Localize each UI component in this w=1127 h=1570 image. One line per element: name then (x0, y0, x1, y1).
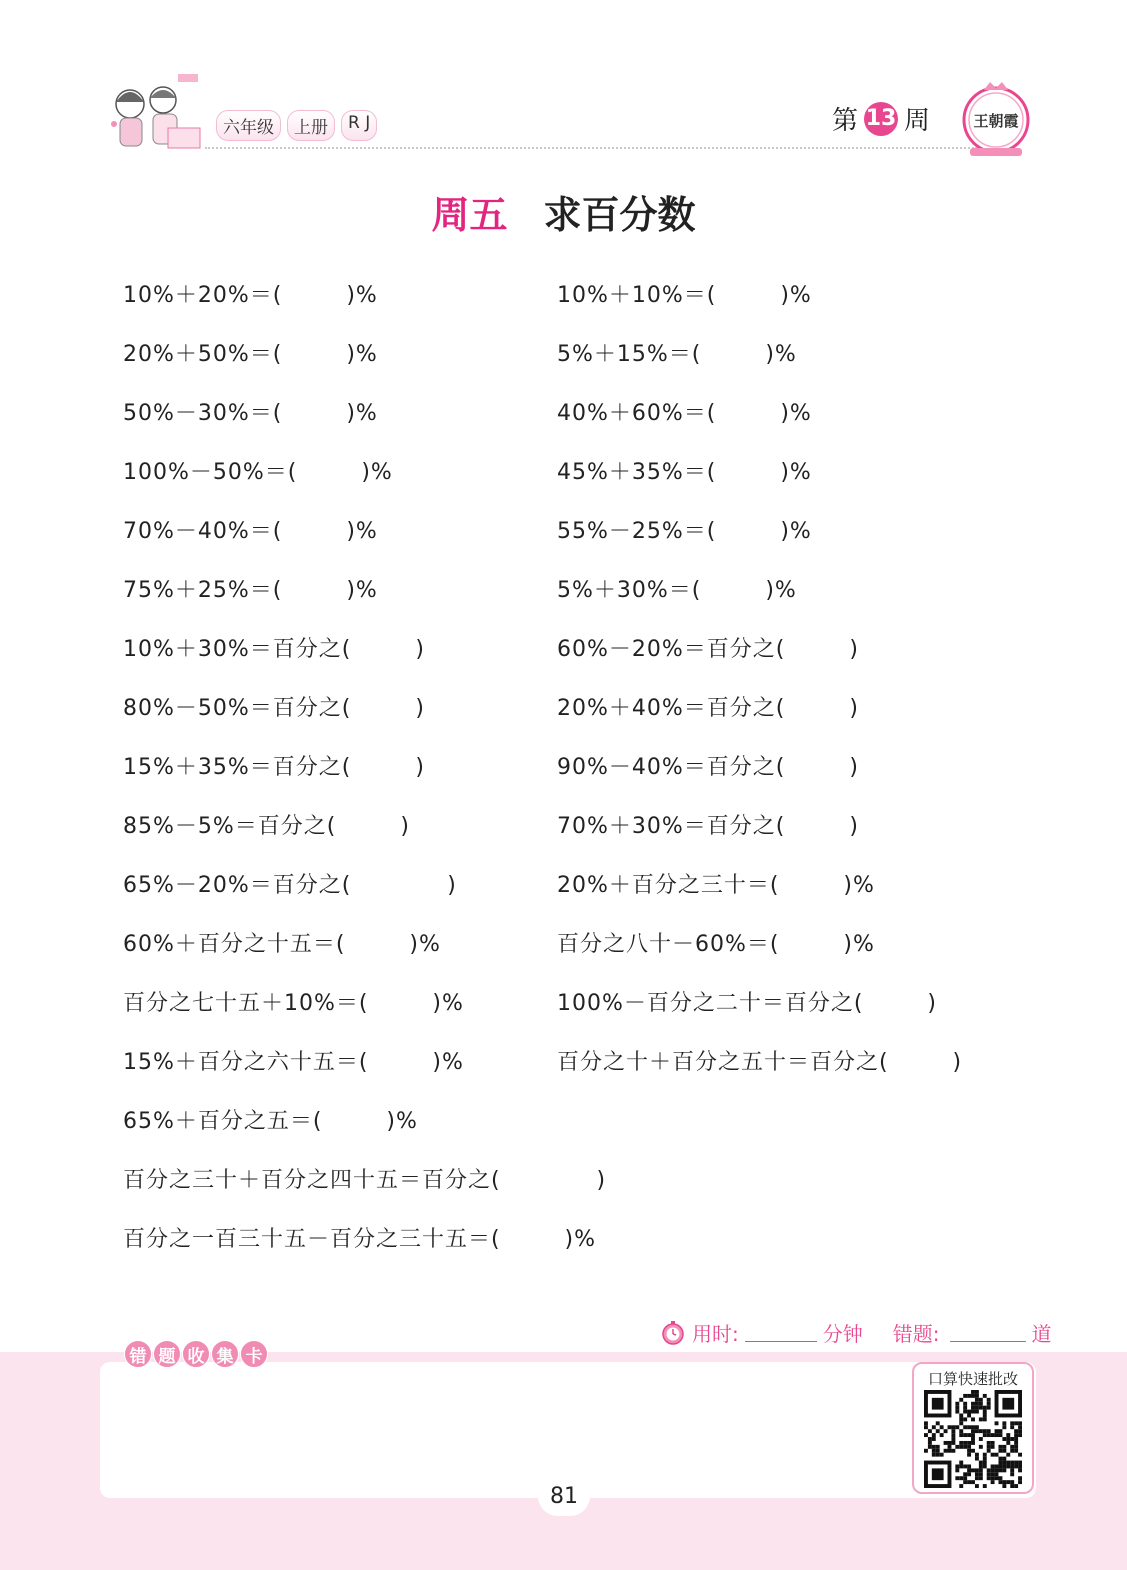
brand-logo-icon (960, 78, 1032, 160)
problem-left[interactable]: 百分之一百三十五－百分之三十五＝( )% (123, 1227, 597, 1252)
errors-label: 错题: (892, 1322, 940, 1346)
errors-unit: 道 (1031, 1322, 1052, 1346)
card-title-char: 错 (124, 1340, 152, 1368)
problem-left[interactable]: 80%－50%＝百分之( ) (123, 696, 425, 721)
problem-row (123, 750, 1023, 809)
problem-row (123, 927, 1023, 986)
card-title-char: 收 (182, 1340, 210, 1368)
grade-tag: 六年级 (216, 110, 281, 141)
problem-right[interactable]: 60%－20%＝百分之( ) (557, 637, 859, 662)
problem-row (123, 278, 1023, 337)
problem-right[interactable]: 20%＋40%＝百分之( ) (557, 696, 859, 721)
problem-row (123, 809, 1023, 868)
volume-tag: 上册 (287, 110, 335, 141)
problem-left[interactable]: 70%－40%＝( )% (123, 519, 378, 544)
time-blank[interactable] (745, 1323, 817, 1342)
problem-row (123, 455, 1023, 514)
problem-left[interactable]: 20%＋50%＝( )% (123, 342, 378, 367)
problem-right[interactable]: 100%－百分之二十＝百分之( ) (557, 991, 938, 1016)
card-title (124, 1340, 268, 1368)
week-suffix: 周 (904, 106, 931, 136)
problem-left[interactable]: 60%＋百分之十五＝( )% (123, 932, 441, 957)
problem-left[interactable]: 百分之七十五＋10%＝( )% (123, 991, 464, 1016)
problem-row (123, 986, 1023, 1045)
problem-left[interactable]: 75%＋25%＝( )% (123, 578, 378, 603)
qr-code-icon[interactable] (924, 1390, 1022, 1488)
title-topic: 求百分数 (543, 193, 696, 237)
problem-left[interactable]: 15%＋百分之六十五＝( )% (123, 1050, 464, 1075)
problem-row (123, 1045, 1023, 1104)
problem-left[interactable]: 50%－30%＝( )% (123, 401, 378, 426)
problem-row (123, 868, 1023, 927)
edition-tag: R J (341, 110, 377, 141)
qr-panel[interactable] (912, 1362, 1034, 1494)
problem-right[interactable]: 90%－40%＝百分之( ) (557, 755, 859, 780)
problem-right[interactable]: 20%＋百分之三十＝( )% (557, 873, 875, 898)
problem-row (123, 573, 1023, 632)
stopwatch-icon (660, 1320, 686, 1346)
problem-right[interactable]: 5%＋15%＝( )% (557, 342, 797, 367)
problem-right[interactable]: 10%＋10%＝( )% (557, 283, 812, 308)
problem-row (123, 691, 1023, 750)
week-indicator (832, 100, 930, 137)
qr-label: 口算快速批改 (927, 1370, 1018, 1388)
week-prefix: 第 (832, 106, 859, 136)
problem-right[interactable]: 百分之八十－60%＝( )% (557, 932, 875, 957)
problem-list (123, 278, 1023, 1281)
problem-left[interactable]: 百分之三十＋百分之四十五＝百分之( ) (123, 1168, 607, 1193)
problem-left[interactable]: 10%＋30%＝百分之( ) (123, 637, 425, 662)
week-number-badge: 13 (864, 102, 898, 136)
problem-right[interactable]: 40%＋60%＝( )% (557, 401, 812, 426)
page-number: 81 (538, 1476, 590, 1516)
problem-row (123, 396, 1023, 455)
problem-row (123, 514, 1023, 573)
problem-row (123, 1222, 1023, 1281)
card-title-char: 集 (211, 1340, 239, 1368)
problem-left[interactable]: 85%－5%＝百分之( ) (123, 814, 410, 839)
problem-right[interactable]: 5%＋30%＝( )% (557, 578, 797, 603)
page-title (0, 184, 1127, 239)
kids-illustration-icon (108, 72, 208, 154)
problem-left[interactable]: 10%＋20%＝( )% (123, 283, 378, 308)
card-title-char: 卡 (240, 1340, 268, 1368)
problem-right[interactable]: 百分之十＋百分之五十＝百分之( ) (557, 1050, 963, 1075)
page-header (0, 0, 1127, 160)
problem-left[interactable]: 100%－50%＝( )% (123, 460, 393, 485)
card-title-char: 题 (153, 1340, 181, 1368)
problem-row (123, 632, 1023, 691)
problem-row (123, 1104, 1023, 1163)
time-label: 用时: (692, 1322, 739, 1346)
problem-right[interactable]: 55%－25%＝( )% (557, 519, 812, 544)
footer-stats (660, 1318, 1052, 1347)
title-day: 周五 (431, 193, 508, 237)
problem-left[interactable]: 65%－20%＝百分之( ) (123, 873, 457, 898)
time-unit: 分钟 (822, 1322, 863, 1346)
problem-row (123, 337, 1023, 396)
header-divider (205, 147, 977, 149)
problem-row (123, 1163, 1023, 1222)
errors-blank[interactable] (950, 1323, 1026, 1342)
logo-text: 王朝霞 (973, 112, 1019, 130)
problem-right[interactable]: 70%＋30%＝百分之( ) (557, 814, 859, 839)
problem-right[interactable]: 45%＋35%＝( )% (557, 460, 812, 485)
problem-left[interactable]: 65%＋百分之五＝( )% (123, 1109, 418, 1134)
grade-tags (216, 110, 377, 141)
problem-left[interactable]: 15%＋35%＝百分之( ) (123, 755, 425, 780)
